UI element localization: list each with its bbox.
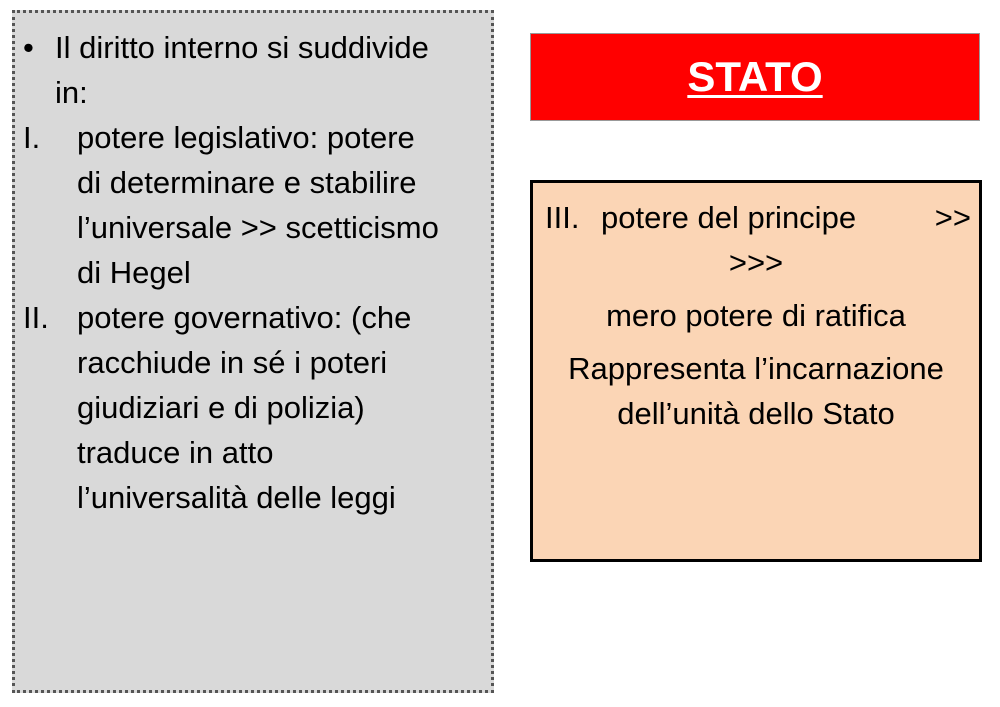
item-line: giudiziari e di polizia): [77, 390, 365, 425]
list-item-legislativo: [23, 115, 481, 295]
item-line: racchiude in sé i poteri: [77, 345, 388, 380]
item-line: potere legislativo: potere: [77, 120, 415, 155]
title-banner: [530, 33, 980, 121]
item-line: potere governativo: (che: [77, 300, 412, 335]
item-line: di determinare e stabilire: [77, 165, 417, 200]
intro-line: Il diritto interno si suddivide: [55, 30, 429, 65]
page-title: STATO: [687, 53, 823, 100]
bullet-icon: •: [23, 30, 34, 65]
item-line: di Hegel: [77, 255, 191, 290]
item-text: potere del principe: [601, 200, 857, 235]
list-item-principe: [533, 195, 979, 240]
left-text-box: [12, 10, 494, 693]
arrow-text: >>: [934, 200, 971, 235]
roman-numeral: III.: [545, 200, 580, 235]
incarnazione-line: Rappresenta l’incarnazione: [568, 351, 944, 386]
ratifica-line: mero potere di ratifica: [606, 298, 906, 333]
item-line: l’universale >> scetticismo: [77, 210, 439, 245]
intro-line: in:: [55, 75, 88, 110]
item-line: traduce in atto: [77, 435, 274, 470]
roman-numeral: II.: [23, 300, 49, 335]
list-item-governativo: [23, 295, 481, 520]
arrow-line: >>>: [728, 245, 784, 280]
right-text-box: [530, 180, 982, 562]
roman-numeral: I.: [23, 120, 41, 155]
intro-bullet: [23, 25, 481, 115]
item-line: l’universalità delle leggi: [77, 480, 396, 515]
unita-line: dell’unità dello Stato: [617, 396, 895, 431]
